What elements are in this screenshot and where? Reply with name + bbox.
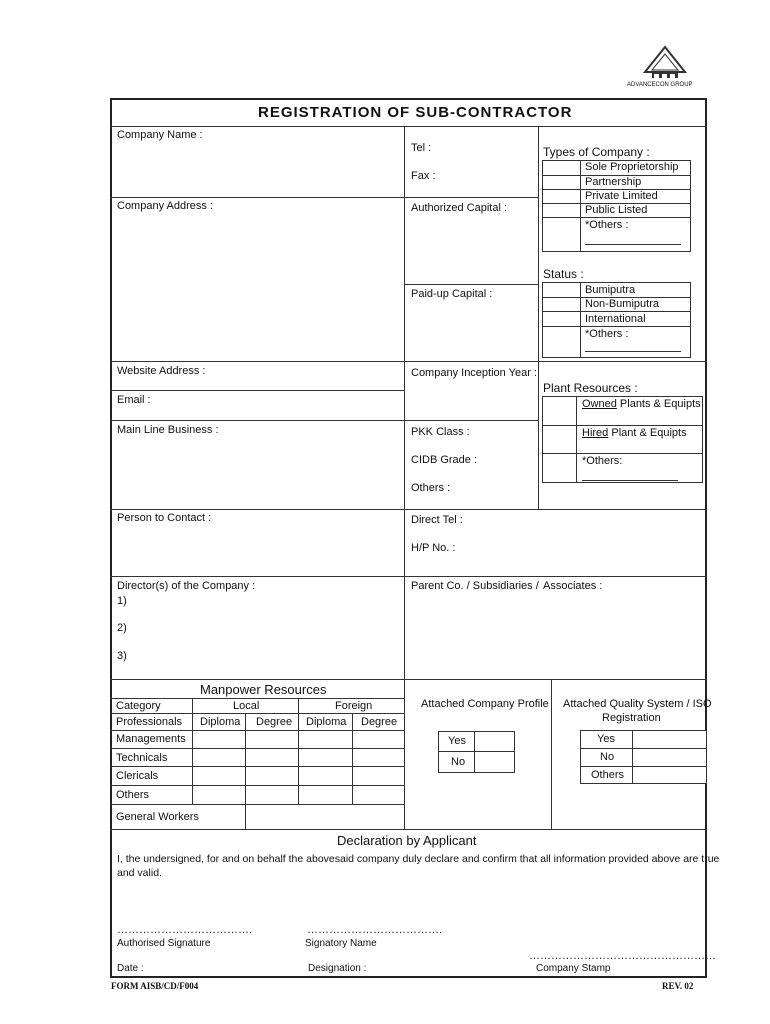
company-profile-label: Attached Company Profile <box>421 698 549 710</box>
paidup-capital-label: Paid-up Capital : <box>411 288 493 300</box>
email-label: Email : <box>117 394 151 406</box>
col-local: Local <box>233 700 260 712</box>
type-option: Sole Proprietorship <box>585 161 679 173</box>
status-option: International <box>585 313 646 325</box>
company-stamp-label: Company Stamp <box>536 963 611 974</box>
sub-foreign-diploma: Diploma <box>306 716 347 728</box>
type-option: Partnership <box>585 176 642 188</box>
quality-system-label-1: Attached Quality System / ISO <box>563 698 712 710</box>
checkbox-profile-no[interactable] <box>475 752 514 772</box>
checkbox-bumiputra[interactable] <box>543 283 579 296</box>
revision: REV. 02 <box>662 981 694 991</box>
checkbox-hired-plants[interactable] <box>543 426 575 452</box>
type-option: Private Limited <box>585 190 658 202</box>
profile-no-label: No <box>451 756 466 768</box>
director-1-label: 1) <box>117 595 127 607</box>
checkbox-quality-no[interactable] <box>633 749 706 765</box>
hired-plants-label: Hired Plant & Equipts <box>582 427 687 439</box>
status-label: Status : <box>543 267 584 281</box>
fax-label: Fax : <box>411 170 436 182</box>
company-name-label: Company Name : <box>117 129 203 141</box>
manpower-title: Manpower Resources <box>200 682 327 697</box>
type-others-line[interactable] <box>585 244 681 245</box>
plant-resources-label: Plant Resources : <box>543 381 638 395</box>
checkbox-quality-yes[interactable] <box>633 731 706 747</box>
row-technicals: Technicals <box>116 752 168 764</box>
type-option: Public Listed <box>585 204 648 216</box>
form-number: FORM AISB/CD/F004 <box>111 981 199 991</box>
person-to-contact-label: Person to Contact : <box>117 512 212 524</box>
row-managements: Managements <box>116 733 186 745</box>
authorized-capital-label: Authorized Capital : <box>411 202 507 214</box>
quality-system-label-2: Registration <box>602 712 661 724</box>
owned-plants-label: Owned Plants & Equipts <box>582 398 701 410</box>
checkbox-status-others[interactable] <box>543 327 579 357</box>
plant-others-label: *Others: <box>582 455 623 467</box>
logo-text: ADVANCECON GROUP <box>627 82 693 88</box>
website-label: Website Address : <box>117 365 206 377</box>
sub-local-diploma: Diploma <box>200 716 241 728</box>
associates-label: Associates : <box>543 580 603 592</box>
inception-year-label: Company Inception Year : <box>411 367 537 379</box>
checkbox-non-bumiputra[interactable] <box>543 298 579 310</box>
date-label: Date : <box>117 963 144 974</box>
status-option: Non-Bumiputra <box>585 298 659 310</box>
checkbox-owned-plants[interactable] <box>543 397 575 424</box>
checkbox-company-others[interactable] <box>543 218 579 251</box>
authorised-signature-label: Authorised Signature <box>117 938 211 949</box>
quality-no-label: No <box>600 751 615 763</box>
checkbox-plant-others[interactable] <box>543 454 575 482</box>
status-option: *Others : <box>585 328 629 340</box>
row-professionals: Professionals <box>116 716 183 728</box>
checkbox-international[interactable] <box>543 312 579 325</box>
director-2-label: 2) <box>117 622 127 634</box>
form-title: REGISTRATION OF SUB-CONTRACTOR <box>258 104 573 121</box>
row-others: Others <box>116 789 150 801</box>
checkbox-partnership[interactable] <box>543 176 579 188</box>
status-others-line[interactable] <box>585 351 681 352</box>
plant-others-line[interactable] <box>582 480 678 481</box>
quality-others-label: Others <box>591 769 625 781</box>
quality-yes-label: Yes <box>597 733 615 745</box>
row-clericals: Clericals <box>116 770 159 782</box>
signatory-name-dots[interactable]: ………………………………. <box>307 924 443 936</box>
col-category: Category <box>116 700 161 712</box>
sub-foreign-degree: Degree <box>361 716 398 728</box>
parent-co-label: Parent Co. / Subsidiaries / <box>411 580 539 592</box>
company-stamp-dots[interactable]: …………………………………………… <box>529 950 716 962</box>
others-label: Others : <box>411 482 451 494</box>
hp-no-label: H/P No. : <box>411 542 456 554</box>
status-option: Bumiputra <box>585 284 636 296</box>
designation-label: Designation : <box>308 963 367 974</box>
advancecon-logo-icon <box>630 44 700 84</box>
profile-yes-label: Yes <box>448 735 466 747</box>
checkbox-private-limited[interactable] <box>543 190 579 202</box>
col-foreign: Foreign <box>335 700 373 712</box>
declaration-text-1: I, the undersigned, for and on behalf the abovesaid company duly declare and confirm that all information provided above are true <box>117 853 720 865</box>
cidb-grade-label: CIDB Grade : <box>411 454 478 466</box>
directors-label: Director(s) of the Company : <box>117 580 256 592</box>
director-3-label: 3) <box>117 650 127 662</box>
declaration-text-2: and valid. <box>117 867 162 879</box>
sub-local-degree: Degree <box>256 716 293 728</box>
signature-dots[interactable]: ………………………………. <box>117 924 253 936</box>
company-address-label: Company Address : <box>117 200 213 212</box>
type-option: *Others : <box>585 219 629 231</box>
declaration-title: Declaration by Applicant <box>337 833 477 848</box>
checkbox-quality-others[interactable] <box>633 767 706 783</box>
company-logo <box>627 44 700 92</box>
row-general-workers: General Workers <box>116 811 199 823</box>
direct-tel-label: Direct Tel : <box>411 514 463 526</box>
signatory-name-label: Signatory Name <box>305 938 377 949</box>
pkk-class-label: PKK Class : <box>411 426 470 438</box>
checkbox-sole-proprietorship[interactable] <box>543 161 579 174</box>
checkbox-profile-yes[interactable] <box>475 732 514 750</box>
checkbox-public-listed[interactable] <box>543 204 579 216</box>
tel-label: Tel : <box>411 142 432 154</box>
main-line-business-label: Main Line Business : <box>117 424 219 436</box>
types-of-company-label: Types of Company : <box>543 145 650 159</box>
